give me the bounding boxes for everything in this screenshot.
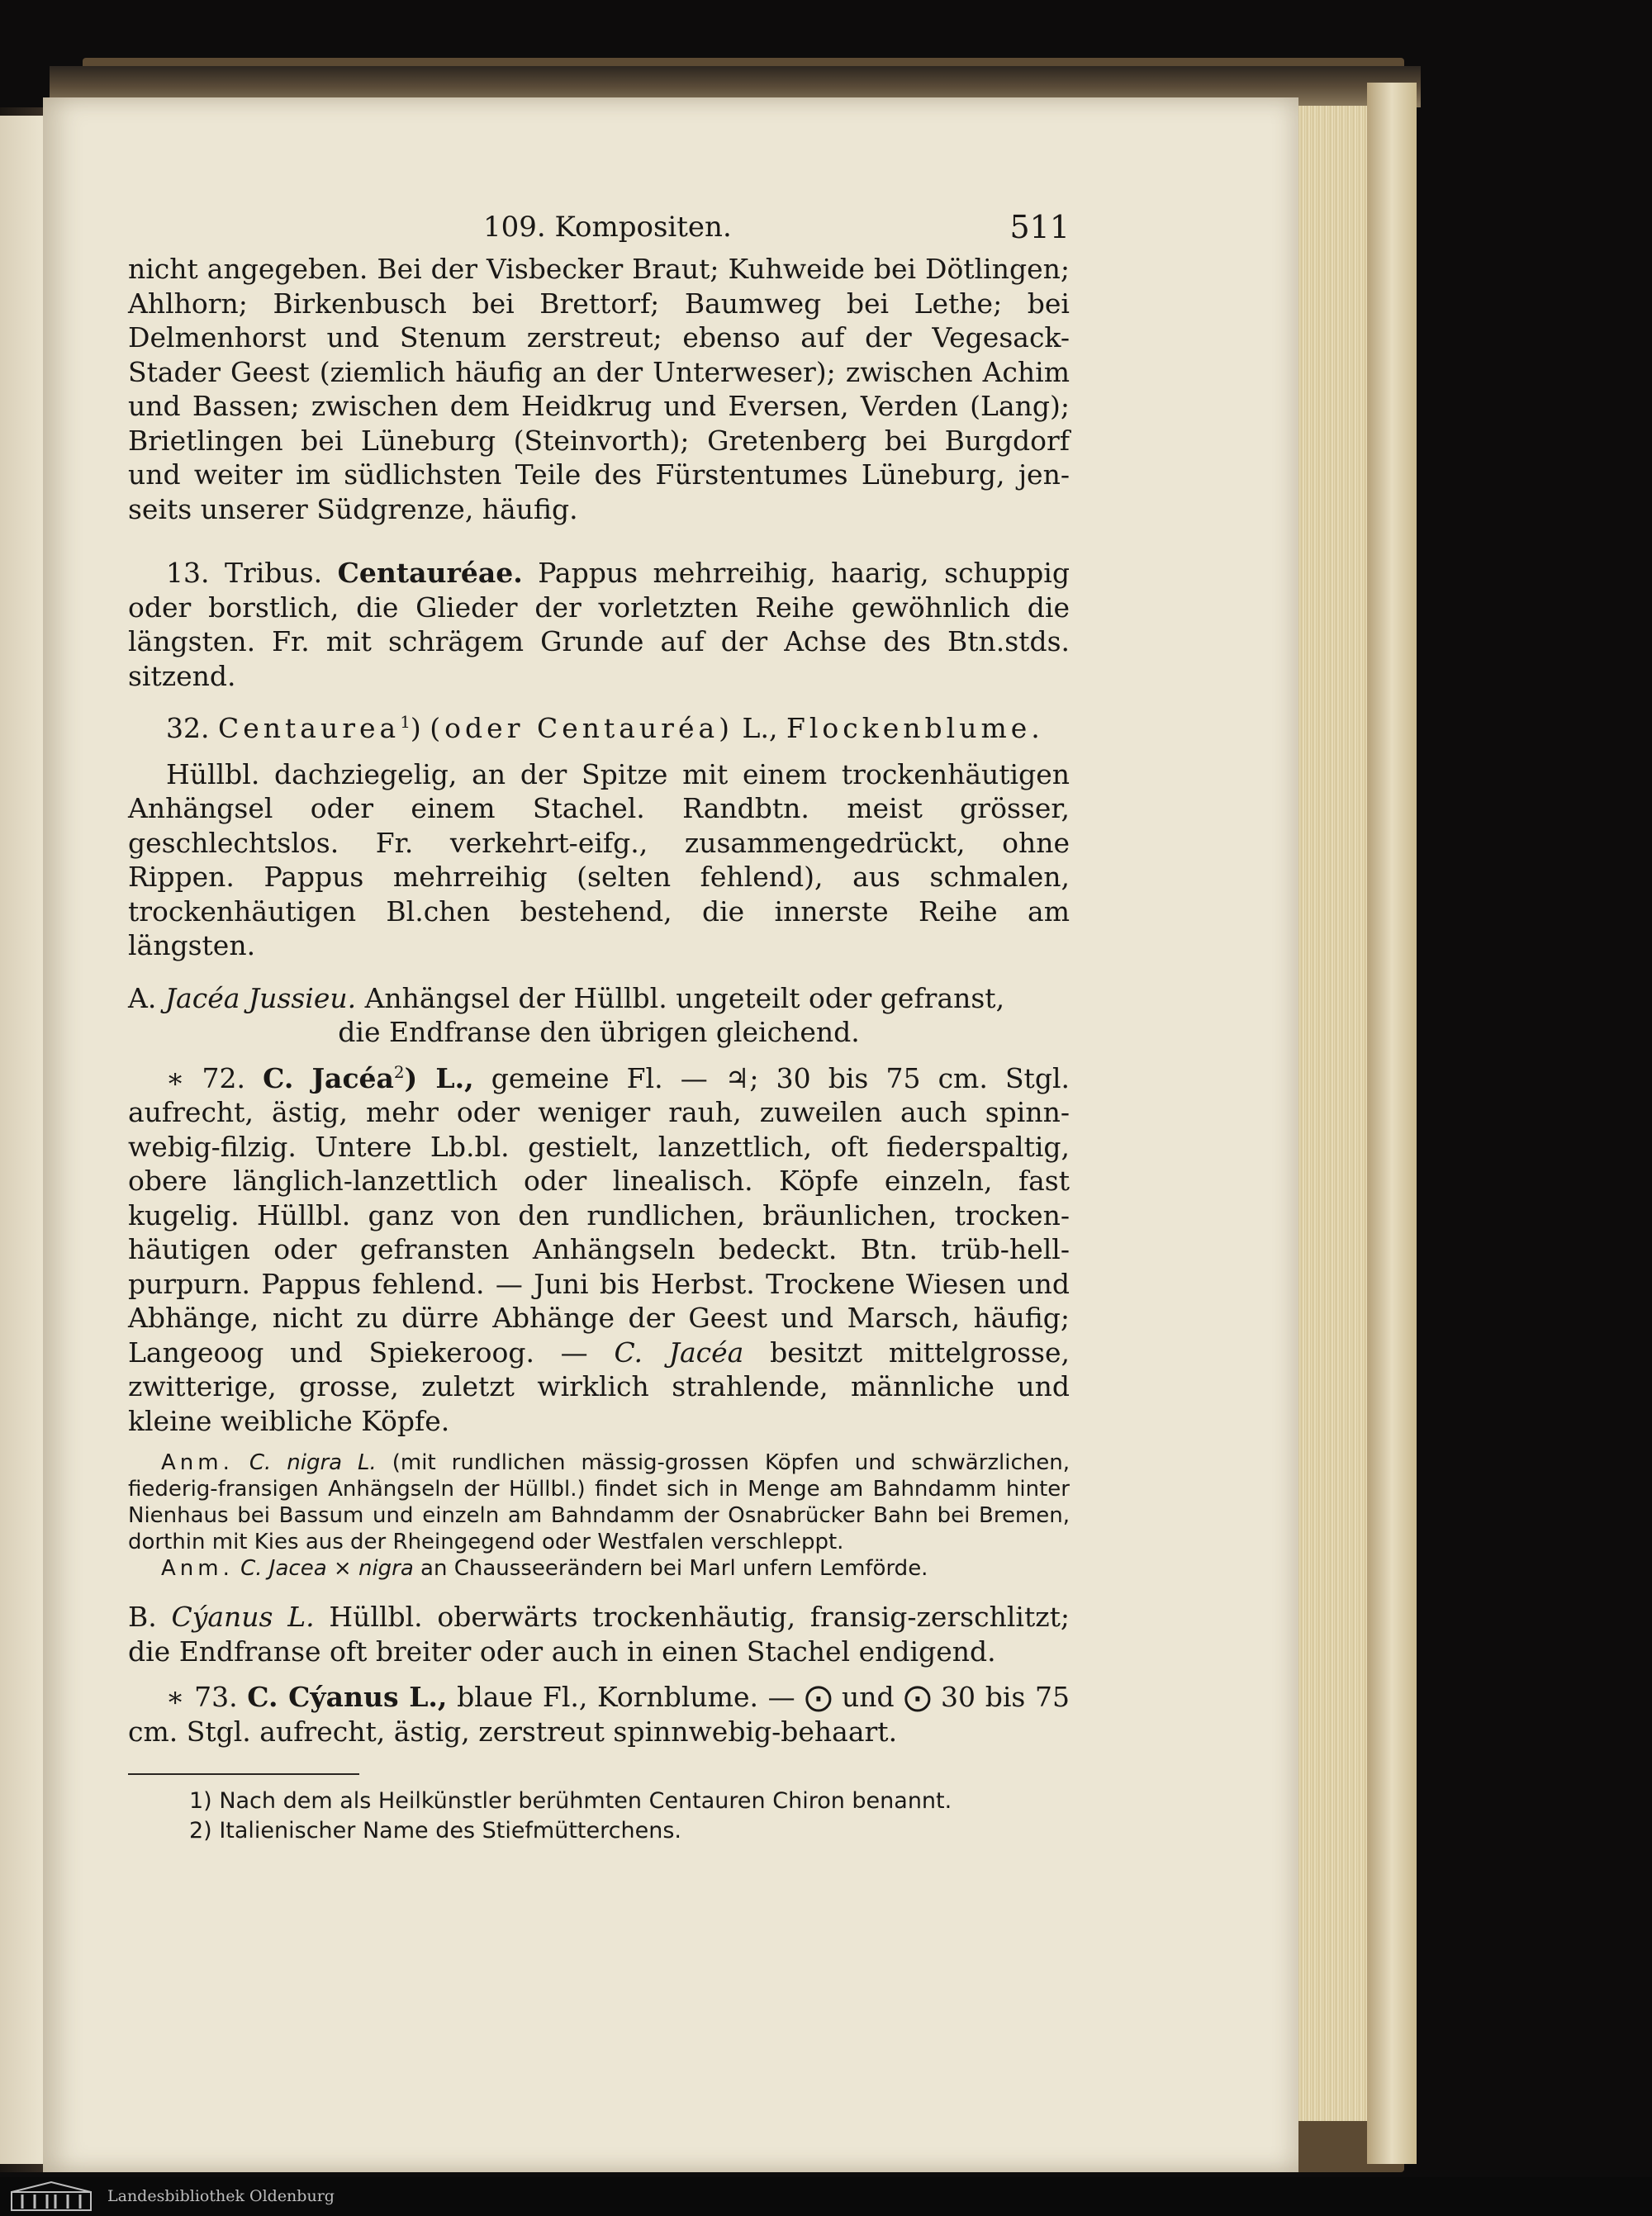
note-1 [128, 1450, 1070, 1555]
species-72-footnote-ref: 2 [393, 1061, 405, 1082]
running-title: 109. Kompositen. [483, 211, 732, 244]
species-73 [128, 1680, 1070, 1749]
note-1-label: Anm. [161, 1450, 234, 1475]
running-head [128, 202, 1070, 252]
genus-author: L., [742, 712, 778, 744]
section-a [128, 981, 1070, 1050]
species-73-name: C. Cýanus L., [247, 1681, 448, 1713]
species-72-ref: C. Jacéa [614, 1336, 744, 1369]
note-2 [128, 1555, 1070, 1582]
genus-common-name: Flockenblume. [786, 712, 1044, 744]
genus-alt-name: (oder Centauréa) [430, 712, 734, 744]
tribus-number: 13. Tribus. [166, 557, 323, 589]
note-2-text: an Chausseerändern bei Marl unfern Lemförde. [420, 1556, 928, 1581]
footnote-2-text: Italienischer Name des Stiefmütterchens. [219, 1818, 681, 1844]
section-a-label: A. [128, 981, 157, 1014]
species-72-name: C. Jacéa [263, 1061, 394, 1094]
book-fore-edge [1367, 83, 1417, 2164]
note-1-text: (mit rundlichen mässig-grossen Köpfen und schwärzlichen, fiederig-fransigen Anhängseln der Hüllbl.) findet sich in Menge am Bahndamm hinter Nienhaus bei Bassum und einzeln am Bahndamm der Osnabrücker Bahn bei Bremen, dorthin mit Kies aus der Rheingegend oder Westfalen verschleppt. [128, 1450, 1070, 1554]
species-72-marker: ∗ 72. [166, 1061, 246, 1094]
library-logo-icon [10, 2180, 93, 2212]
footnote-1-mark: 1) [189, 1788, 212, 1814]
tribus-text: Pappus mehrreihig, haarig, schuppig oder borstlich, die Glieder der vorletzten Reihe gewöhnlich die längsten. Fr. mit schrägem Grunde auf der Achse des Btn.stds. sitzend. [128, 557, 1070, 692]
note-2-label: Anm. [161, 1556, 234, 1581]
section-b-text: Hüllbl. oberwärts trockenhäutig, fransig-zerschlitzt; die Endfranse oft breiter oder auch in einen Stachel endigend. [128, 1601, 1070, 1668]
footnote-rule [128, 1773, 359, 1775]
left-page-edge [0, 116, 43, 2164]
paragraph-localities: nicht angegeben. Bei der Visbecker Braut; Kuhweide bei Dötlingen; Ahlhorn; Birkenbusch bei Brettorf; Baumweg bei Lethe; bei Delmenhorst und Stenum zerstreut; ebenso auf der Vegesack-Stader Geest (ziemlich häufig an der Unterweser); zwischen Achim und Bassen; zwischen dem Heidkrug und Eversen, Verden (Lang); Brietlingen bei Lüneburg (Steinvorth); Gretenberg bei Burgdorf und weiter im südlichsten Teile des Fürstentumes Lüneburg, jenseits unserer Südgrenze, häufig. [128, 253, 1070, 525]
section-b-name: Cýanus L. [171, 1601, 315, 1633]
species-72 [128, 1061, 1070, 1439]
section-a-text2: die Endfranse den übrigen gleichend. [338, 1016, 860, 1048]
genus-heading: 32. Centaurea$^1$) (oder Centauréa) L., Flockenblume. [166, 712, 1044, 744]
footnote-2 [128, 1816, 1070, 1846]
note-1-name: C. nigra L. [249, 1450, 377, 1475]
genus-number: 32. [166, 712, 210, 744]
footer-bar [0, 2177, 1652, 2216]
footnote-1 [128, 1787, 1070, 1816]
footnote-2-mark: 2) [189, 1818, 212, 1844]
genus-description: Hüllbl. dachziegelig, an der Spitze mit einem trockenhäutigen Anhängsel oder einem Stachel. Randbtn. meist grösser, geschlechtslos. Fr. verkehrt-eifg., zusammengedrückt, ohne Rippen. Pappus mehrreihig (selten fehlend), aus schmalen, trockenhäutigen Bl.chen bestehend, die innerste Reihe am längsten. [128, 757, 1070, 961]
page-number: 511 [1009, 209, 1070, 245]
tribus-name: Centauréae. [337, 557, 523, 589]
genus-footnote-ref: 1 [400, 712, 411, 732]
section-a-name: Jacéa Jussieu. [164, 981, 357, 1014]
species-73-marker: ∗ 73. [166, 1681, 238, 1713]
library-name: Landesbibliothek Oldenburg [107, 2187, 335, 2205]
section-a-text1: Anhängsel der Hüllbl. ungeteilt oder gefranst, [364, 981, 1005, 1014]
page-content [128, 202, 1070, 1846]
note-2-name: C. Jacea × nigra [240, 1556, 414, 1581]
species-72-text2: besitzt mittelgrosse, zwitterige, grosse, zuletzt wirklich strahlende, männliche und kleine weibliche Köpfe. [128, 1336, 1070, 1437]
species-72-author: ) L., [404, 1061, 474, 1094]
tribus-paragraph [128, 556, 1070, 693]
species-73-text: blaue Fl., Kornblume. — ⨀ und ⨀ 30 bis 75 cm. Stgl. aufrecht, ästig, zerstreut spinnwebig-behaart. [128, 1681, 1070, 1748]
species-72-text: gemeine Fl. — ♃; 30 bis 75 cm. Stgl. aufrecht, ästig, mehr oder weniger rauh, zuweilen auch spinnwebig-filzig. Untere Lb.bl. gestielt, lanzettlich, oft fiederspaltig, obere länglich-lanzettlich oder linealisch. Köpfe einzeln, fast kugelig. Hüllbl. ganz von den rundlichen, bräunlichen, trockenhäutigen oder gefransten Anhängseln bedeckt. Btn. trüb-hellpurpurn. Pappus fehlend. — Juni bis Herbst. Trockene Wiesen und Abhänge, nicht zu dürre Abhänge der Geest und Marsch, häufig; Langeoog und Spiekeroog. — [128, 1061, 1070, 1369]
footnote-1-text: Nach dem als Heilkünstler berühmten Centauren Chiron benannt. [219, 1788, 952, 1814]
section-b-label: B. [128, 1601, 157, 1633]
section-b [128, 1600, 1070, 1668]
genus-name: Centaurea [217, 712, 401, 744]
